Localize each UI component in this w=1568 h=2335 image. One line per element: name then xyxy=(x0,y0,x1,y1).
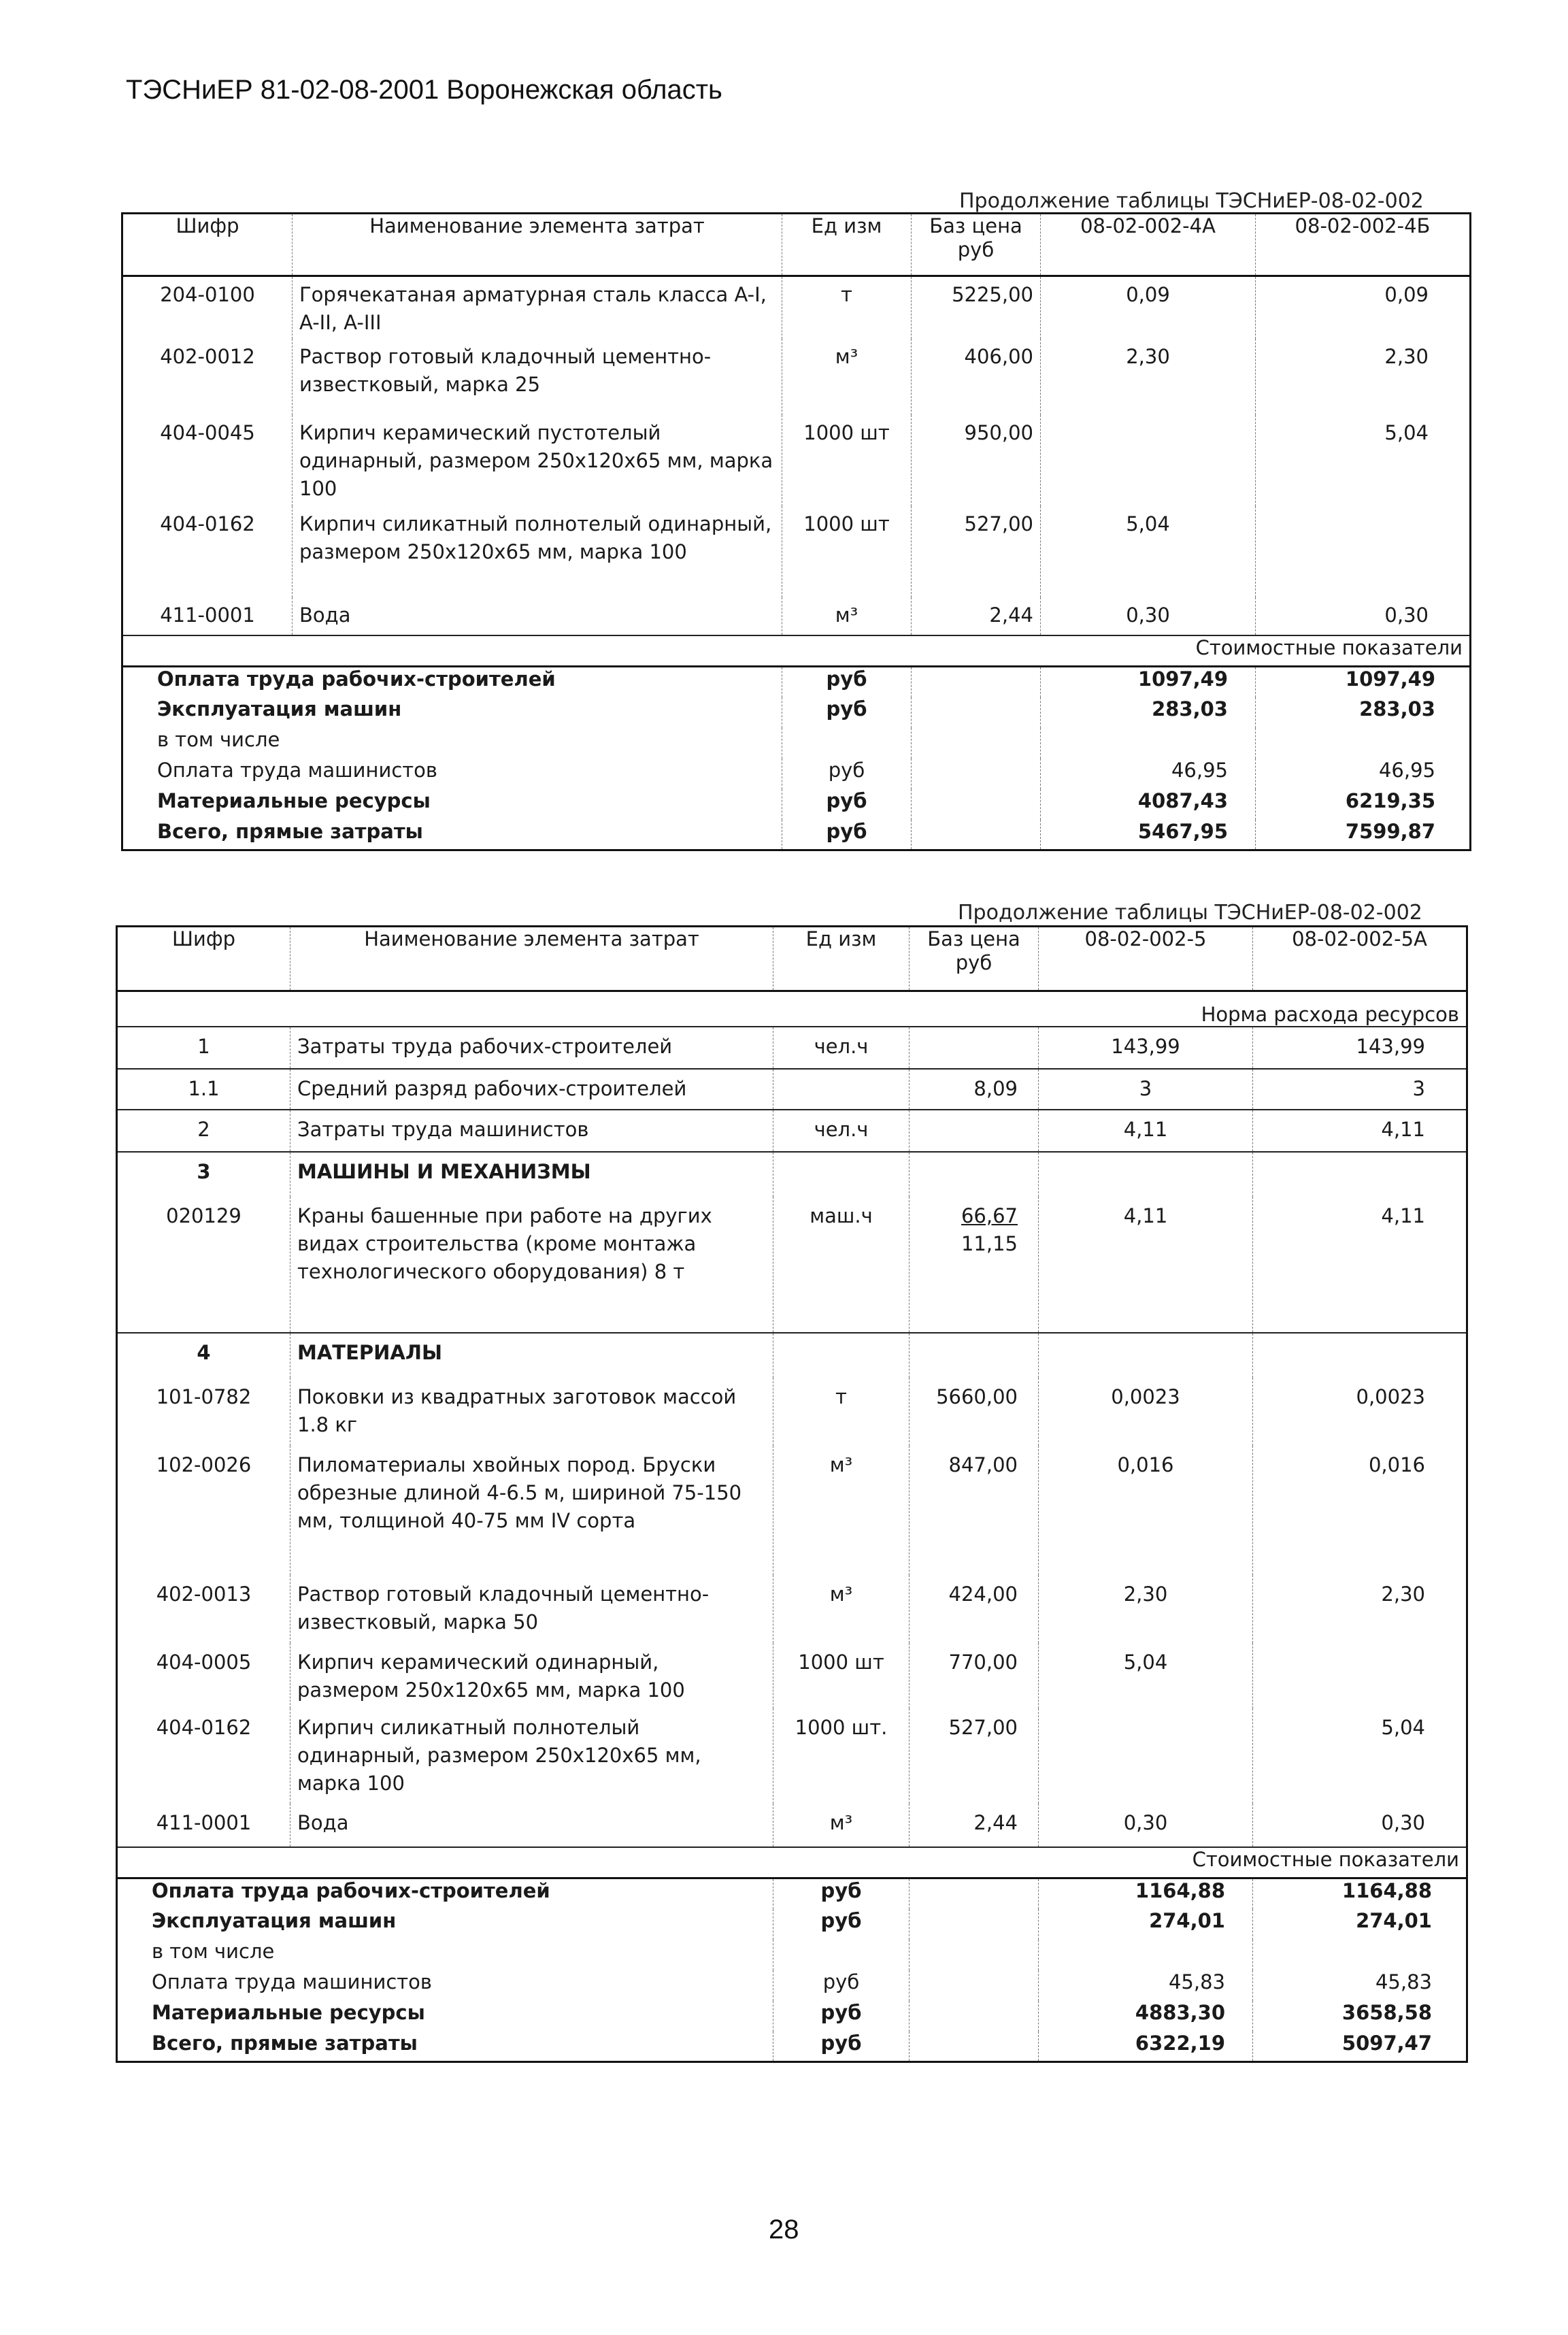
row-value-b: 0,0023 xyxy=(1253,1378,1467,1446)
header-unit: Ед изм xyxy=(782,214,912,276)
cost-label: Материальные ресурсы xyxy=(117,2001,773,2032)
cost-label: Эксплуатация машин xyxy=(117,1909,773,1940)
header-code: Шифр xyxy=(117,927,290,991)
cost-empty xyxy=(910,1970,1039,2001)
row-price xyxy=(910,1197,1039,1333)
row-name: Кирпич силикатный полнотелый одинарный, размером 250x120x65 мм, марка 100 xyxy=(290,1708,773,1804)
cost-unit: руб xyxy=(782,759,912,789)
row-price xyxy=(910,1378,1039,1446)
row-code: 204-0100 xyxy=(122,276,293,339)
row-name: Затраты труда машинистов xyxy=(290,1110,773,1152)
row-unit xyxy=(773,1069,910,1110)
row-price xyxy=(910,1333,1039,1378)
cost-row xyxy=(122,759,1471,789)
cost-row xyxy=(117,1878,1467,1909)
row-code: 402-0012 xyxy=(122,339,293,415)
cost-indicators-label: Стоимостные показатели xyxy=(1039,1847,1467,1878)
cost-empty xyxy=(912,789,1041,820)
row-value-a: 0,0023 xyxy=(1039,1378,1253,1446)
row-unit: 1000 шт xyxy=(782,506,912,597)
table1-caption: Продолжение таблицы ТЭСНиЕР-08-02-002 xyxy=(959,189,1424,213)
row-value-a xyxy=(1041,415,1256,506)
price-value: 5660,00 xyxy=(936,1385,1018,1408)
cost-unit: руб xyxy=(782,789,912,820)
cost-unit: руб xyxy=(773,2032,910,2062)
cost-row xyxy=(122,820,1471,850)
row-value-a: 2,30 xyxy=(1039,1575,1253,1643)
row-name: Кирпич керамический одинарный, размером 250x120x65 мм, марка 100 xyxy=(290,1643,773,1708)
row-code: 402-0013 xyxy=(117,1575,290,1643)
row-unit: т xyxy=(782,276,912,339)
row-value-b xyxy=(1253,1643,1467,1708)
table-row xyxy=(117,1708,1467,1804)
table2-caption: Продолжение таблицы ТЭСНиЕР-08-02-002 xyxy=(958,901,1422,925)
row-unit: м³ xyxy=(773,1804,910,1847)
cost-label: Всего, прямые затраты xyxy=(117,2032,773,2062)
row-price xyxy=(910,1069,1039,1110)
row-unit: м³ xyxy=(782,339,912,415)
cost-unit: руб xyxy=(773,1878,910,1909)
row-price: 5225,00 xyxy=(912,276,1041,339)
cost-label: Оплата труда машинистов xyxy=(117,1970,773,2001)
row-value-a: 0,30 xyxy=(1039,1804,1253,1847)
row-name: Краны башенные при работе на других видах строительства (кроме монтажа технологического оборудования) 8 т xyxy=(290,1197,773,1333)
row-value-b xyxy=(1256,506,1471,597)
cost-value-a: 6322,19 xyxy=(1039,2032,1253,2062)
price-value-secondary: 11,15 xyxy=(961,1231,1018,1255)
row-code: 102-0026 xyxy=(117,1446,290,1575)
cost-label: Оплата труда рабочих-строителей xyxy=(117,1878,773,1909)
cost-empty xyxy=(912,759,1041,789)
cost-row xyxy=(117,2032,1467,2062)
row-name: Раствор готовый кладочный цементно-известковый, марка 25 xyxy=(293,339,782,415)
cost-empty xyxy=(912,820,1041,850)
cost-label: в том числе xyxy=(117,1940,773,1970)
cost-value-b: 45,83 xyxy=(1253,1970,1467,2001)
table-row xyxy=(122,339,1471,415)
cost-empty xyxy=(912,667,1041,697)
row-price xyxy=(910,1446,1039,1575)
row-code: 3 xyxy=(117,1152,290,1197)
row-price xyxy=(910,1110,1039,1152)
table-row xyxy=(122,506,1471,597)
header-col-b: 08-02-002-4Б xyxy=(1256,214,1471,276)
cost-value-b: 5097,47 xyxy=(1253,2032,1467,2062)
cost-value-a: 4087,43 xyxy=(1041,789,1256,820)
row-price xyxy=(910,1152,1039,1197)
header-col-a: 08-02-002-5 xyxy=(1039,927,1253,991)
cost-value-b: 6219,35 xyxy=(1256,789,1471,820)
row-value-a: 5,04 xyxy=(1041,506,1256,597)
cost-value-a: 45,83 xyxy=(1039,1970,1253,2001)
cost-value-a: 5467,95 xyxy=(1041,820,1256,850)
row-price: 950,00 xyxy=(912,415,1041,506)
row-value-a xyxy=(1039,1333,1253,1378)
cost-unit xyxy=(782,728,912,759)
price-value: 770,00 xyxy=(948,1650,1018,1674)
row-value-b: 4,11 xyxy=(1253,1110,1467,1152)
cost-value-b: 7599,87 xyxy=(1256,820,1471,850)
row-unit: 1000 шт xyxy=(773,1643,910,1708)
cost-empty xyxy=(910,1909,1039,1940)
row-code: 020129 xyxy=(117,1197,290,1333)
table-row xyxy=(122,415,1471,506)
cost-value-b: 46,95 xyxy=(1256,759,1471,789)
cost-row xyxy=(117,1909,1467,1940)
row-unit: м³ xyxy=(782,597,912,635)
row-code: 411-0001 xyxy=(117,1804,290,1847)
row-name: Раствор готовый кладочный цементно-известковый, марка 50 xyxy=(290,1575,773,1643)
row-price: 2,44 xyxy=(912,597,1041,635)
row-name: Пиломатериалы хвойных пород. Бруски обрезные длиной 4-6.5 м, шириной 75-150 мм, толщиной 40-75 мм IV сорта xyxy=(290,1446,773,1575)
cost-unit xyxy=(773,1940,910,1970)
row-name: Кирпич керамический пустотелый одинарный, размером 250x120x65 мм, марка 100 xyxy=(293,415,782,506)
cost-unit: руб xyxy=(782,697,912,728)
table-row xyxy=(117,1378,1467,1446)
table2-cost-label-row xyxy=(117,1847,1467,1878)
cost-unit: руб xyxy=(773,1909,910,1940)
price-value: 8,09 xyxy=(973,1076,1018,1100)
row-code: 1.1 xyxy=(117,1069,290,1110)
cost-row xyxy=(117,2001,1467,2032)
header-col-b: 08-02-002-5А xyxy=(1253,927,1467,991)
row-name: Средний разряд рабочих-строителей xyxy=(290,1069,773,1110)
document-header: ТЭСНиЕР 81-02-08-2001 Воронежская область xyxy=(126,75,722,105)
row-unit xyxy=(773,1333,910,1378)
row-value-a: 3 xyxy=(1039,1069,1253,1110)
row-value-a xyxy=(1039,1152,1253,1197)
row-price: 527,00 xyxy=(912,506,1041,597)
cost-value-b: 1164,88 xyxy=(1253,1878,1467,1909)
price-value: 847,00 xyxy=(948,1453,1018,1476)
row-unit: м³ xyxy=(773,1446,910,1575)
cost-value-a: 1164,88 xyxy=(1039,1878,1253,1909)
cost-empty xyxy=(910,2032,1039,2062)
header-price: Баз цена руб xyxy=(912,214,1041,276)
row-value-b: 0,09 xyxy=(1256,276,1471,339)
row-value-a: 0,016 xyxy=(1039,1446,1253,1575)
row-price xyxy=(910,1804,1039,1847)
cost-label: Материальные ресурсы xyxy=(122,789,782,820)
table-row xyxy=(117,1110,1467,1152)
row-value-b xyxy=(1253,1333,1467,1378)
row-code: 2 xyxy=(117,1110,290,1152)
norm-label: Норма расхода ресурсов xyxy=(1039,991,1467,1027)
table1-cost-label-row xyxy=(122,635,1471,667)
cost-label: Оплата труда машинистов xyxy=(122,759,782,789)
row-code: 1 xyxy=(117,1027,290,1069)
cost-row xyxy=(117,1970,1467,2001)
cost-value-a: 283,03 xyxy=(1041,697,1256,728)
row-value-b: 2,30 xyxy=(1256,339,1471,415)
cost-empty xyxy=(910,1940,1039,1970)
table2-header-row xyxy=(117,927,1467,991)
row-value-a: 4,11 xyxy=(1039,1197,1253,1333)
cost-row xyxy=(122,667,1471,697)
row-name: Горячекатаная арматурная сталь класса A-I, A-II, A-III xyxy=(293,276,782,339)
row-price xyxy=(910,1643,1039,1708)
cost-label: Всего, прямые затраты xyxy=(122,820,782,850)
cost-label: Оплата труда рабочих-строителей xyxy=(122,667,782,697)
cost-empty xyxy=(912,697,1041,728)
row-name: Вода xyxy=(290,1804,773,1847)
cost-value-b: 3658,58 xyxy=(1253,2001,1467,2032)
cost-value-a xyxy=(1039,1940,1253,1970)
row-unit: т xyxy=(773,1378,910,1446)
cost-empty xyxy=(910,1878,1039,1909)
row-value-a: 5,04 xyxy=(1039,1643,1253,1708)
cost-row xyxy=(122,697,1471,728)
table2-norm-label-row xyxy=(117,991,1467,1027)
table1 xyxy=(121,212,1471,851)
row-name: Кирпич силикатный полнотелый одинарный, размером 250x120x65 мм, марка 100 xyxy=(293,506,782,597)
cost-empty xyxy=(910,2001,1039,2032)
cost-unit: руб xyxy=(773,2001,910,2032)
row-code: 411-0001 xyxy=(122,597,293,635)
table-row xyxy=(117,1804,1467,1847)
row-value-b: 0,30 xyxy=(1253,1804,1467,1847)
price-value: 2,44 xyxy=(973,1810,1018,1834)
row-value-b: 3 xyxy=(1253,1069,1467,1110)
cost-value-a: 1097,49 xyxy=(1041,667,1256,697)
table-row xyxy=(117,1069,1467,1110)
row-code: 404-0162 xyxy=(117,1708,290,1804)
header-unit: Ед изм xyxy=(773,927,910,991)
page-number: 28 xyxy=(769,2215,799,2245)
row-unit: 1000 шт xyxy=(782,415,912,506)
row-name: Вода xyxy=(293,597,782,635)
table-row xyxy=(117,1446,1467,1575)
table1-header-row xyxy=(122,214,1471,276)
row-name: Поковки из квадратных заготовок массой 1.8 кг xyxy=(290,1378,773,1446)
price-value: 424,00 xyxy=(948,1582,1018,1606)
row-code: 404-0045 xyxy=(122,415,293,506)
row-code: 404-0005 xyxy=(117,1643,290,1708)
cost-unit: руб xyxy=(773,1970,910,2001)
cost-value-b xyxy=(1256,728,1471,759)
row-unit: маш.ч xyxy=(773,1197,910,1333)
row-value-b: 4,11 xyxy=(1253,1197,1467,1333)
row-value-a xyxy=(1039,1708,1253,1804)
cost-unit: руб xyxy=(782,667,912,697)
row-price: 406,00 xyxy=(912,339,1041,415)
cost-value-a: 4883,30 xyxy=(1039,2001,1253,2032)
row-value-b: 0,30 xyxy=(1256,597,1471,635)
row-value-b: 2,30 xyxy=(1253,1575,1467,1643)
section-row xyxy=(117,1333,1467,1378)
row-code: 101-0782 xyxy=(117,1378,290,1446)
cost-row xyxy=(122,728,1471,759)
section-row xyxy=(117,1152,1467,1197)
cost-empty xyxy=(912,728,1041,759)
cost-value-a xyxy=(1041,728,1256,759)
row-name: МАШИНЫ И МЕХАНИЗМЫ xyxy=(290,1152,773,1197)
row-price xyxy=(910,1575,1039,1643)
cost-value-a: 46,95 xyxy=(1041,759,1256,789)
row-price xyxy=(910,1708,1039,1804)
row-value-b: 143,99 xyxy=(1253,1027,1467,1069)
table2 xyxy=(116,925,1468,2063)
row-value-a: 4,11 xyxy=(1039,1110,1253,1152)
cost-value-a: 274,01 xyxy=(1039,1909,1253,1940)
row-price xyxy=(910,1027,1039,1069)
row-value-a: 0,30 xyxy=(1041,597,1256,635)
row-value-a: 2,30 xyxy=(1041,339,1256,415)
row-value-a: 0,09 xyxy=(1041,276,1256,339)
table-row xyxy=(122,276,1471,339)
row-value-a: 143,99 xyxy=(1039,1027,1253,1069)
table-row xyxy=(122,597,1471,635)
table-row xyxy=(117,1027,1467,1069)
cost-unit: руб xyxy=(782,820,912,850)
cost-row xyxy=(117,1940,1467,1970)
row-code: 404-0162 xyxy=(122,506,293,597)
row-value-b: 5,04 xyxy=(1256,415,1471,506)
cost-value-b: 1097,49 xyxy=(1256,667,1471,697)
row-unit: чел.ч xyxy=(773,1027,910,1069)
header-name: Наименование элемента затрат xyxy=(293,214,782,276)
table-row xyxy=(117,1643,1467,1708)
row-unit xyxy=(773,1152,910,1197)
cost-label: Эксплуатация машин xyxy=(122,697,782,728)
header-name: Наименование элемента затрат xyxy=(290,927,773,991)
row-value-b: 0,016 xyxy=(1253,1446,1467,1575)
row-unit: 1000 шт. xyxy=(773,1708,910,1804)
row-unit: чел.ч xyxy=(773,1110,910,1152)
row-code: 4 xyxy=(117,1333,290,1378)
price-value: 66,67 xyxy=(961,1204,1018,1227)
header-col-a: 08-02-002-4А xyxy=(1041,214,1256,276)
row-value-b: 5,04 xyxy=(1253,1708,1467,1804)
row-name: МАТЕРИАЛЫ xyxy=(290,1333,773,1378)
header-code: Шифр xyxy=(122,214,293,276)
cost-row xyxy=(122,789,1471,820)
row-unit: м³ xyxy=(773,1575,910,1643)
cost-value-b xyxy=(1253,1940,1467,1970)
row-value-b xyxy=(1253,1152,1467,1197)
header-price: Баз цена руб xyxy=(910,927,1039,991)
cost-value-b: 283,03 xyxy=(1256,697,1471,728)
cost-label: в том числе xyxy=(122,728,782,759)
cost-value-b: 274,01 xyxy=(1253,1909,1467,1940)
row-name: Затраты труда рабочих-строителей xyxy=(290,1027,773,1069)
cost-indicators-label: Стоимостные показатели xyxy=(1041,635,1471,667)
table-row xyxy=(117,1197,1467,1333)
table-row xyxy=(117,1575,1467,1643)
price-value: 527,00 xyxy=(948,1715,1018,1739)
